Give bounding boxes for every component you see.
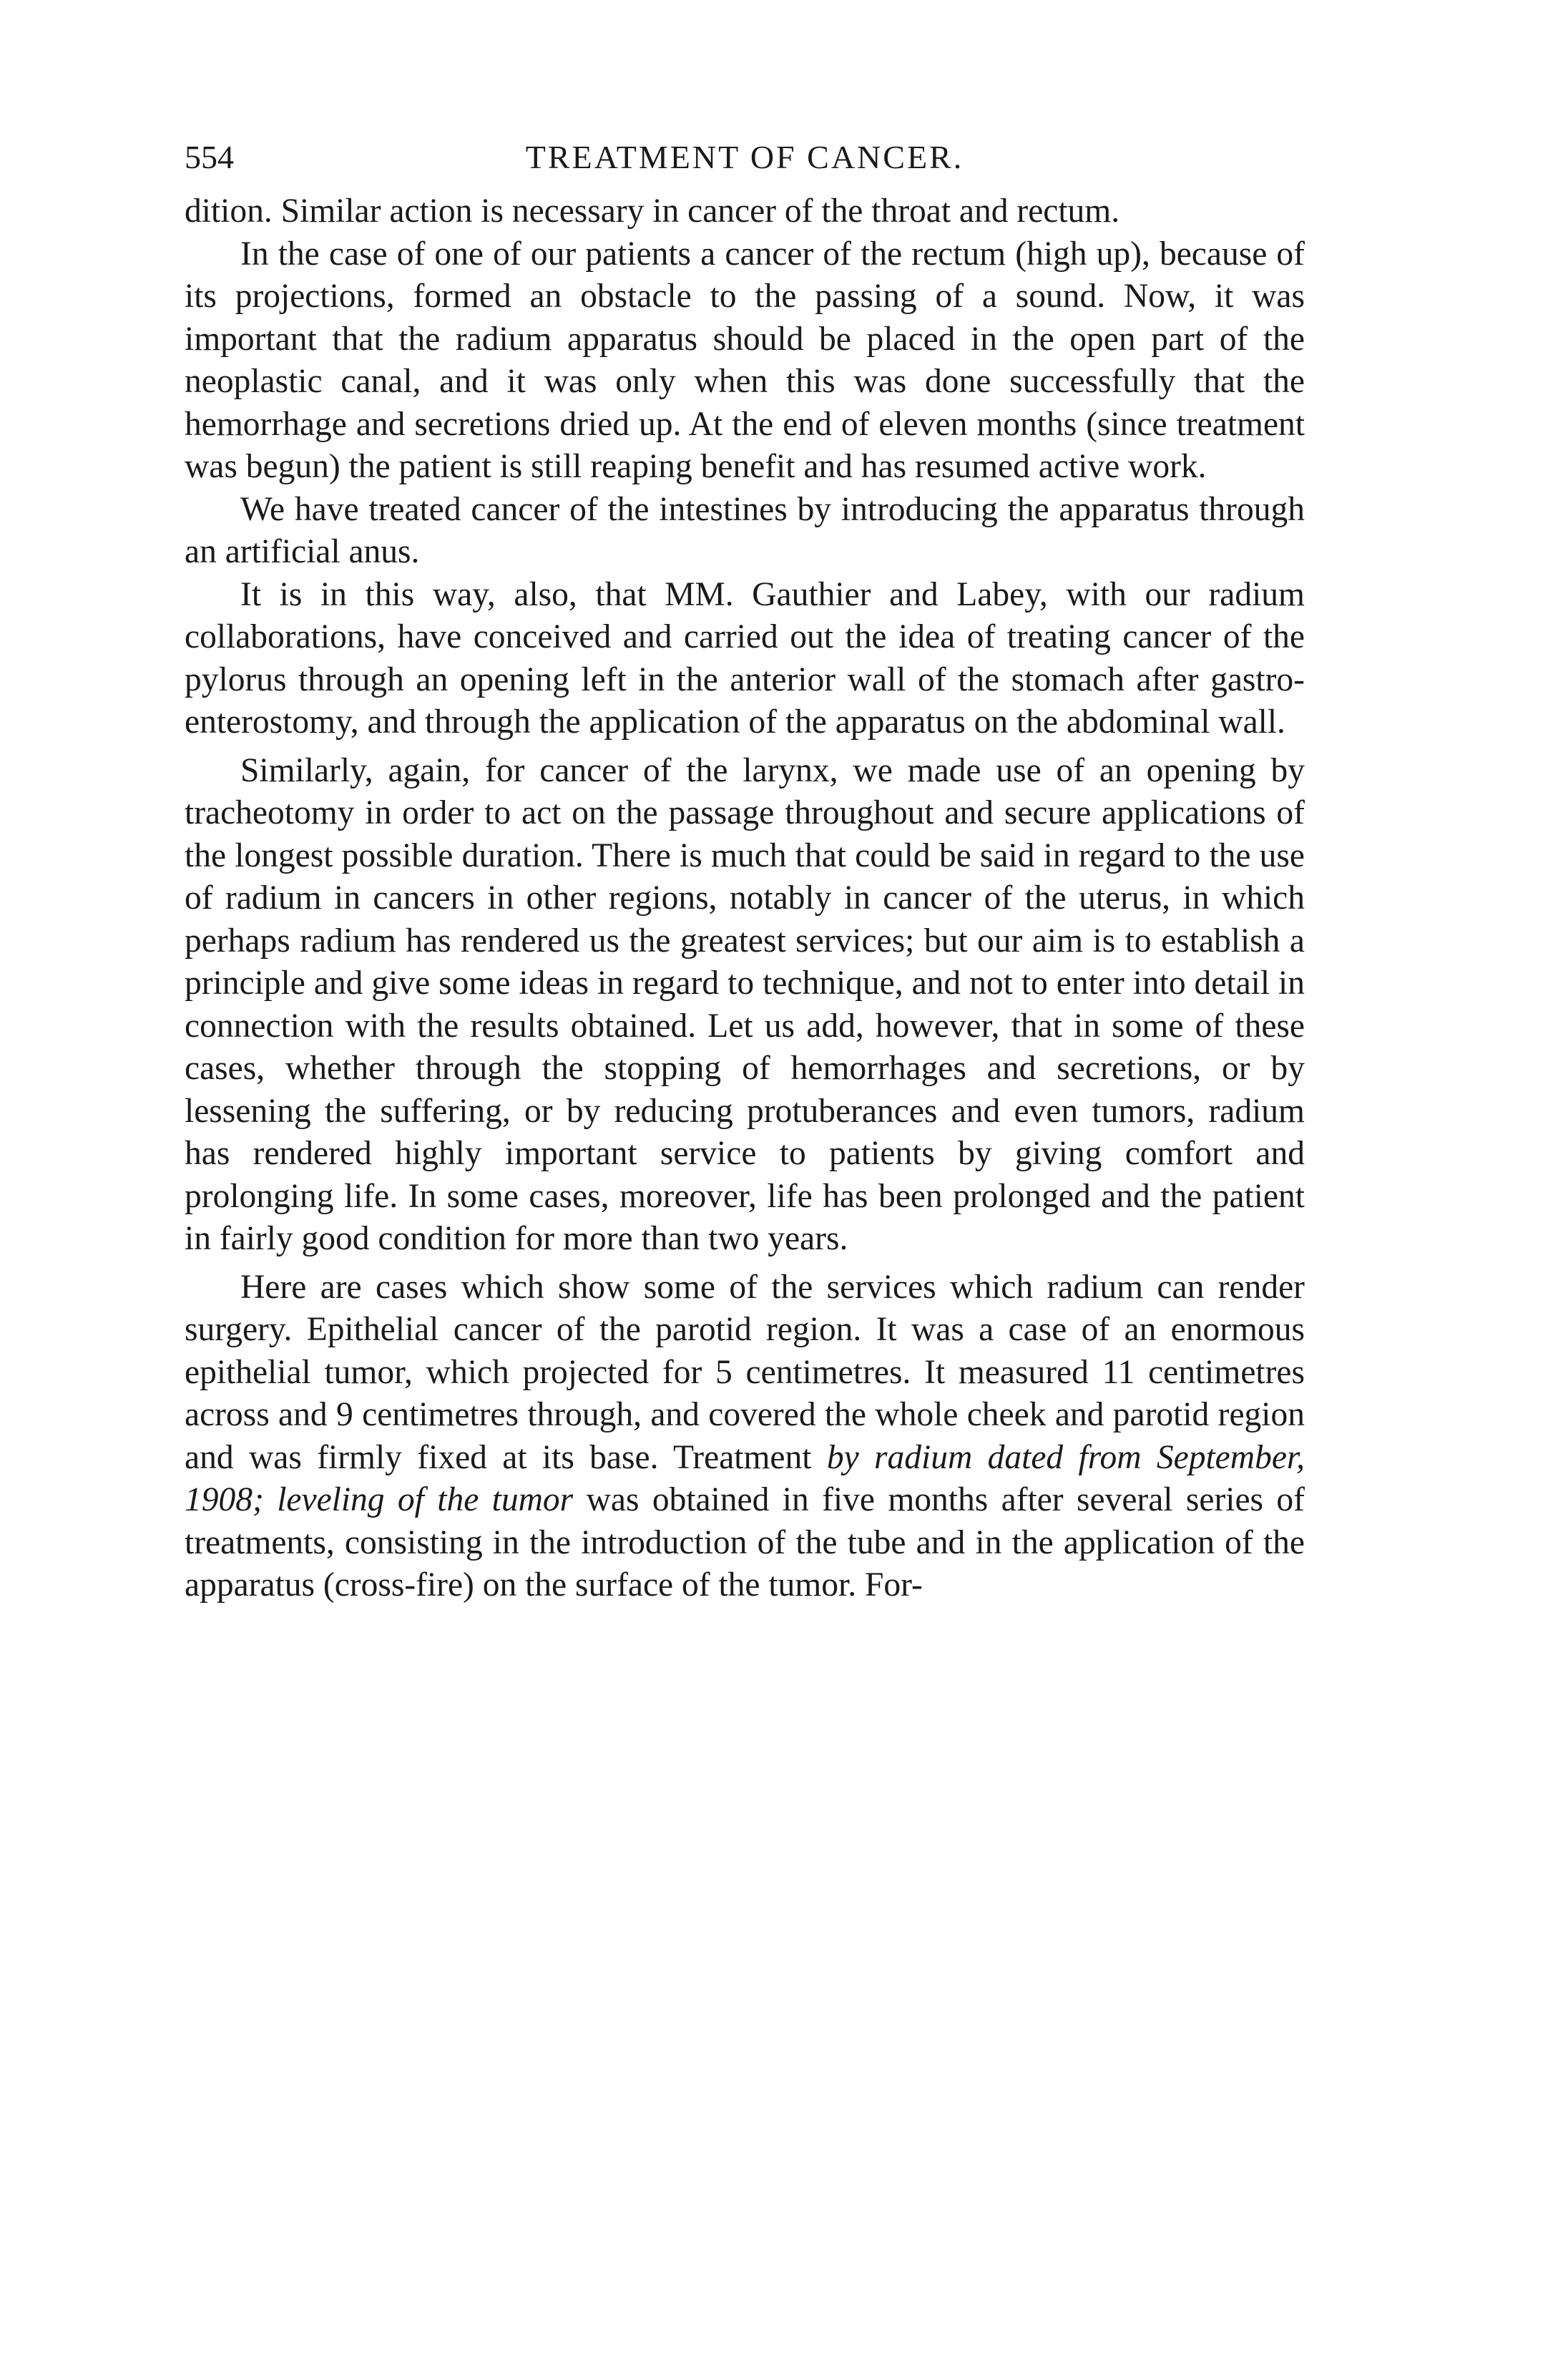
paragraph-intestines: We have treated cancer of the intestines by introducing the apparatus through an artificial anus.: [185, 490, 1305, 570]
page-number: 554: [185, 139, 234, 175]
page-header: [185, 132, 1305, 182]
paragraph-larynx: Similarly, again, for cancer of the larynx, we made use of an opening by tracheotomy in order to act on the passage throughout and secure applications of the longest possible duration. There is much that could be said in regard to the use of radium in cancers in other regions, notably in cancer of the uterus, in which perhaps radium has rendered us the greatest services; but our aim is to establish a principle and give some ideas in regard to technique, and not to enter into detail in connection with the results obtained. Let us add, however, that in some of these cases, whether through the stopping of hemorrhages and secretions, or by lessening the suffering, or by reducing protuberances and even tumors, radium has rendered highly important service to patients by giving comfort and prolonging life. In some cases, moreover, life has been prolonged and the patient in fairly good condition for more than two years.: [185, 751, 1305, 1257]
paragraph-pylorus: It is in this way, also, that MM. Gauthier and Labey, with our radium collaborations, have conceived and carried out the idea of treating cancer of the pylorus through an opening left in the anterior wall of the stomach after gastro-enterostomy, and through the application of the apparatus on the abdominal wall.: [185, 575, 1305, 741]
running-title: TREATMENT OF CANCER.: [525, 139, 964, 175]
paragraph-continuation: dition. Similar action is necessary in cancer of the throat and rectum.: [185, 192, 1120, 230]
paragraph-rectum-case: In the case of one of our patients a cancer of the rectum (high up), because of its projections, formed an obstacle to the passing of a sound. Now, it was important that the radium apparatus should be placed in the open part of the neoplastic canal, and it was only when this was done successfully that the hemorrhage and secretions dried up. At the end of eleven months (since treatment was begun) the patient is still reaping benefit and has resumed active work.: [185, 235, 1305, 485]
body-text: [185, 190, 1305, 1607]
parotid-text-before: Here are cases which show some of the services which radium can render surgery. Epithelial cancer of the parotid region. It was a case of an enormous epithelial tumor, which projected for 5 centimetres. It measured 11 centimetres across and 9 centimetres through, and covered the whole cheek and parotid region and was firmly fixed at its base. Treatment: [185, 1268, 1305, 1476]
parotid-text-after: was obtained in five months after several series of treatments, consisting in the introduction of the tube and in the application of the apparatus (cross-fire) on the surface of the tumor. For-: [185, 1481, 1305, 1604]
parotid-text-italic: by radium dated from September, 1908; leveling of the tumor: [185, 1438, 1305, 1518]
paragraph-parotid-case: [185, 1266, 1305, 1607]
